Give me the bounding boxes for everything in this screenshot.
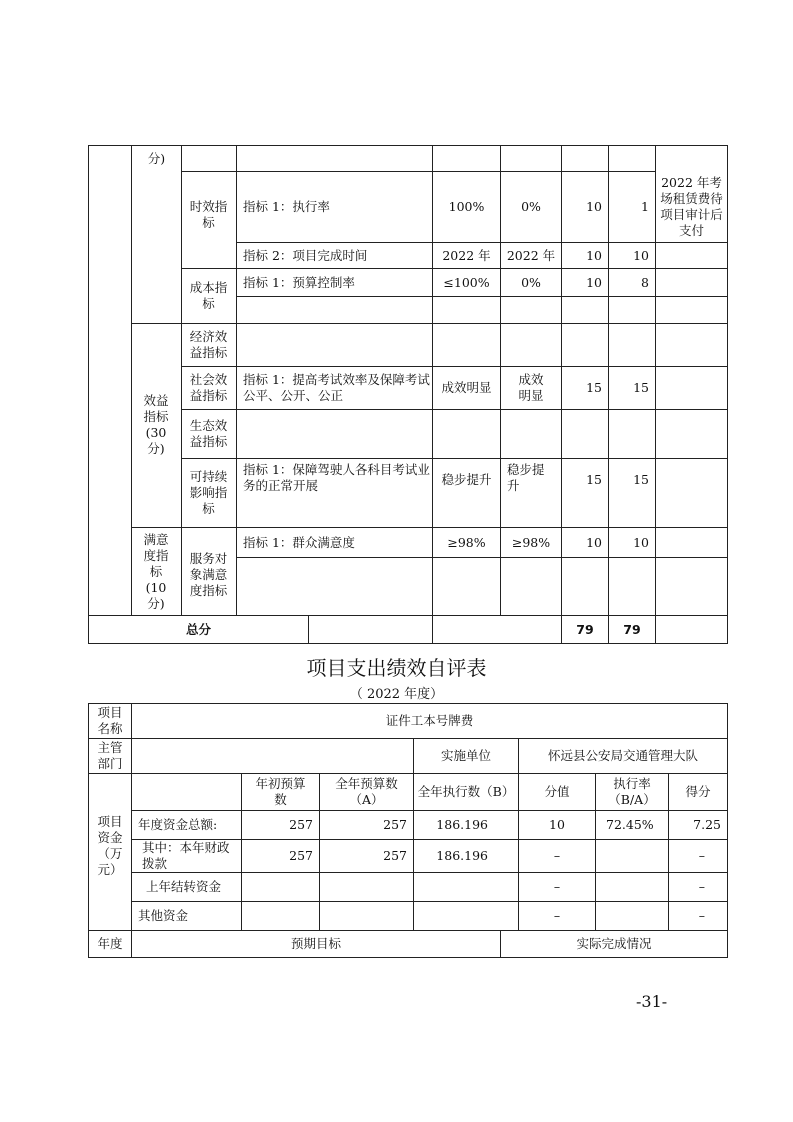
target-value: ≤100% <box>443 274 490 290</box>
t2-line <box>88 957 728 958</box>
deviation-note: 2022 年考场租赁费待项目审计后支付 <box>660 175 723 238</box>
department-label: 主管部门 <box>97 740 123 771</box>
total-label: 总分 <box>185 621 211 637</box>
actual-value: 0% <box>521 274 541 290</box>
weight-value: 10 <box>549 817 565 832</box>
weight-value: 15 <box>586 472 602 487</box>
implementing-unit-label: 实施单位 <box>440 748 491 763</box>
indicator-name: 指标 2：项目完成时间 <box>243 247 368 263</box>
indicator-category: 成本指标 <box>189 279 228 311</box>
weight-value: 10 <box>586 534 602 550</box>
actual-value: ≥98% <box>511 534 551 550</box>
header-weight: 分值 <box>544 784 570 799</box>
header-score: 得分 <box>685 784 711 799</box>
header-initial-budget: 年初预算数 <box>255 776 306 807</box>
group-label-benefit: 效益指标(30分) <box>143 393 169 456</box>
implementing-unit-value: 怀远县公安局交通管理大队 <box>547 748 698 763</box>
t1-line <box>131 145 132 616</box>
project-name-value: 证件工本号牌费 <box>385 713 474 728</box>
page-number: -31- <box>636 992 668 1011</box>
execution-value: 186.196 <box>436 848 488 863</box>
score-value: 7.25 <box>693 817 721 832</box>
weight-value: – <box>553 848 561 863</box>
indicator-category: 时效指标 <box>189 199 228 230</box>
initial-budget-value: 257 <box>289 848 313 863</box>
total-weight: 79 <box>576 621 594 637</box>
score-value: 1 <box>641 199 649 214</box>
indicator-category: 社会效益指标 <box>189 372 228 403</box>
t1-line <box>88 145 728 146</box>
score-value: 15 <box>633 472 649 487</box>
score-value: 8 <box>641 274 649 290</box>
weight-value: 10 <box>586 274 602 290</box>
target-value: 100% <box>448 199 485 214</box>
t1-line <box>88 145 89 644</box>
score-value: 15 <box>633 380 649 395</box>
full-budget-value: 257 <box>383 817 407 832</box>
rate-value: 72.45% <box>606 817 654 832</box>
score-value: 10 <box>633 247 649 263</box>
initial-budget-value: 257 <box>289 817 313 832</box>
header-execution: 全年执行数（B） <box>417 784 515 799</box>
year-label: 年度 <box>97 936 123 951</box>
indicator-name: 指标 1：群众满意度 <box>243 534 355 550</box>
target-value: 2022 年 <box>442 247 491 263</box>
expected-goal-header: 预期目标 <box>290 936 341 951</box>
target-value: 稳步提升 <box>441 472 492 487</box>
actual-value: 稳步提升 <box>507 462 545 493</box>
t1-line <box>181 145 182 616</box>
t1-line <box>308 615 309 644</box>
indicator-category: 经济效益指标 <box>189 329 228 360</box>
t1-line <box>88 643 728 644</box>
row-label-fiscal: 其中：本年财政拨款 <box>142 840 230 871</box>
indicator-name: 指标 1：执行率 <box>243 199 330 214</box>
actual-value: 0% <box>521 199 541 214</box>
actual-value: 成效明显 <box>518 372 544 403</box>
page-subtitle: （ 2022 年度） <box>349 687 444 702</box>
indicator-category: 可持续影响指标 <box>189 469 228 516</box>
project-funds-label: 项目资金（万元） <box>97 814 123 877</box>
header-rate: 执行率（B/A） <box>608 776 656 807</box>
weight-value: 10 <box>586 247 602 263</box>
full-budget-value: 257 <box>383 848 407 863</box>
project-name-label: 项目名称 <box>97 705 123 736</box>
weight-value: 15 <box>586 380 602 395</box>
indicator-name: 指标 1：提高考试效率及保障考试公平、公开、公正 <box>243 372 430 403</box>
target-value: 成效明显 <box>441 380 492 395</box>
weight-value: – <box>553 908 561 923</box>
row-label-carryover: 上年结转资金 <box>146 879 222 894</box>
indicator-name: 指标 1：保障驾驶人各科目考试业务的正常开展 <box>243 462 430 493</box>
indicator-category: 服务对象满意度指标 <box>189 551 228 598</box>
group-label-satisfaction: 满意度指标(10分) <box>143 531 169 611</box>
indicator-name: 指标 1：预算控制率 <box>243 274 355 290</box>
actual-value: 2022 年 <box>506 247 556 263</box>
score-value: – <box>698 848 705 863</box>
page-title: 项目支出绩效自评表 <box>306 656 487 680</box>
group-label-output-close: 分) <box>147 150 166 166</box>
score-value: – <box>698 908 705 923</box>
row-label-total: 年度资金总额: <box>138 817 218 832</box>
score-value: – <box>698 879 705 894</box>
execution-value: 186.196 <box>436 817 488 832</box>
row-label-other: 其他资金 <box>138 908 189 923</box>
header-full-budget: 全年预算数（A） <box>335 776 398 807</box>
total-score: 79 <box>623 621 641 637</box>
t2-line <box>727 703 728 958</box>
t1-line <box>181 409 728 410</box>
actual-completion-header: 实际完成情况 <box>576 936 652 951</box>
weight-value: – <box>553 879 561 894</box>
score-value: 10 <box>633 534 649 550</box>
target-value: ≥98% <box>447 534 486 550</box>
weight-value: 10 <box>586 199 602 214</box>
t1-line <box>727 145 728 644</box>
indicator-category: 生态效益指标 <box>189 418 228 449</box>
